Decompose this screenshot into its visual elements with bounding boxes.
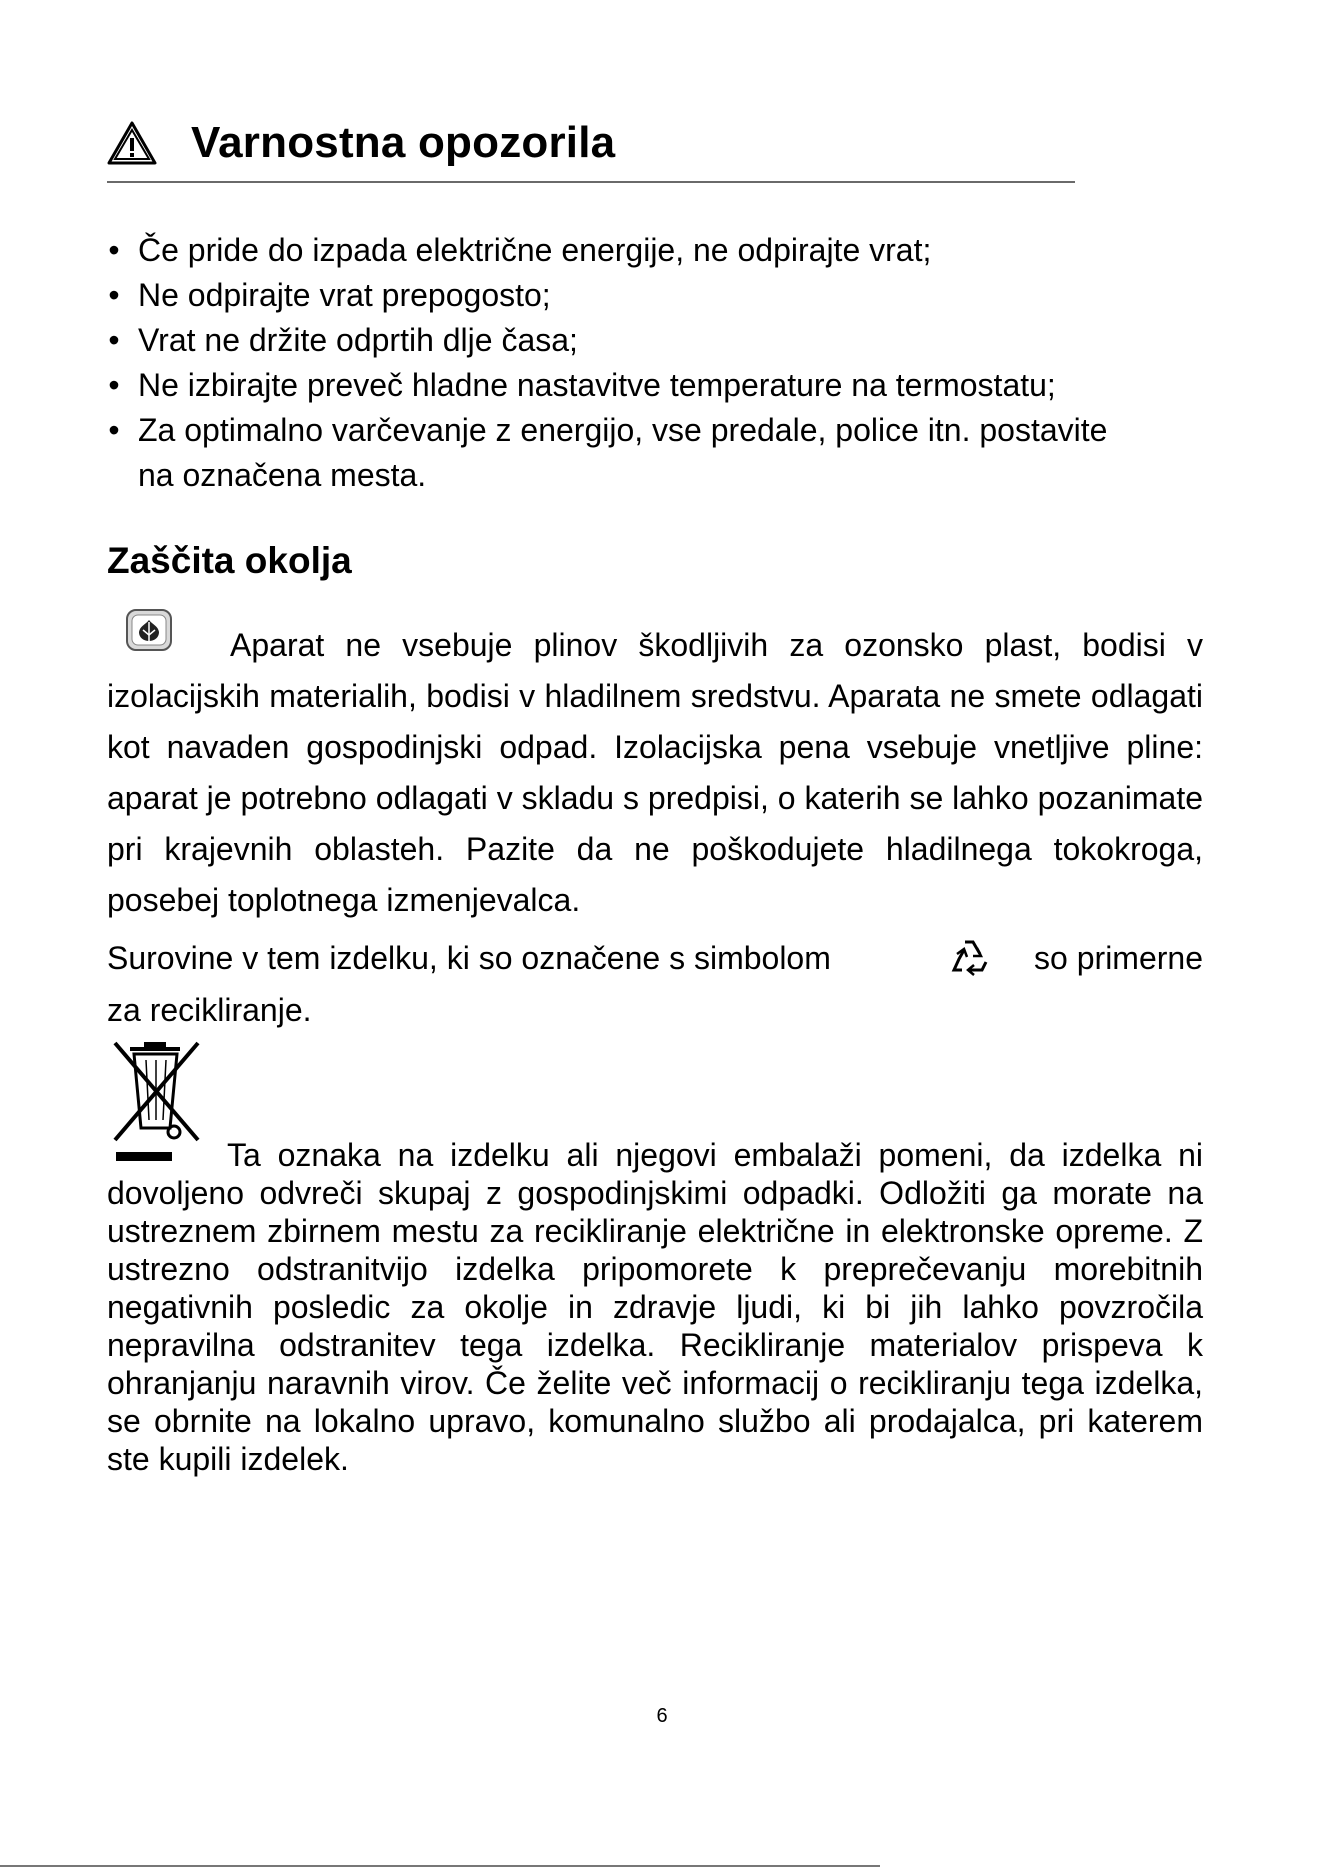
header xyxy=(107,118,1075,168)
weee-paragraph: Ta oznaka na izdelku ali njegovi embalaži pomeni, da izdelka ni dovoljeno odvreči skupaj z gospodinjskimi odpadki. Odložiti ga morate na ustreznem zbirnem mestu za recikliranje električne in elektronske opreme. Z ustrezno odstranitvijo izdelka pripomorete k preprečevanju morebitnih negativnih posledic za okolje in zdravje ljudi, ki bi jih lahko povzročila nepravilna odstranitev tega izdelka. Recikliranje materialov prispeva k ohranjanju naravnih virov. Če želite več informacij o recikliranju tega izdelka, se obrnite na lokalno upravo, komunalno službo ali prodajalca, pri katerem ste kupili izdelek. xyxy=(107,1137,1203,1477)
ozone-paragraph: Aparat ne vsebuje plinov škodljivih za ozonsko plast, bodisi v izolacijskih materialih, bodisi v hladilnem sredstvu. Aparata ne smete odlagati kot navaden gospodinjski odpad. Izolacijska pena vsebuje vnetljive pline: aparat je potrebno odlagati v skladu s predpisi, o katerih se lahko pozanimate pri krajevnih oblasteh. Pazite da ne poškodujete hladilnega tokokroga, posebej toplotnega izmenjevalca. xyxy=(107,627,1203,918)
recycle-text-end: so primerne xyxy=(1034,940,1203,976)
list-item: • Ne odpirajte vrat prepogosto; xyxy=(108,277,551,313)
title-divider xyxy=(107,181,1075,183)
list-item: • Za optimalno varčevanje z energijo, vse predale, police itn. postavite xyxy=(108,412,1108,448)
list-item-continuation: na označena mesta. xyxy=(138,457,427,493)
recycle-text: Surovine v tem izdelku, ki so označene s simbolom xyxy=(107,940,831,976)
bottom-divider xyxy=(0,1865,880,1867)
recycle-icon xyxy=(944,934,994,984)
page-number: 6 xyxy=(656,1705,668,1727)
list-item: • Če pride do izpada električne energije, ne odpirajte vrat; xyxy=(108,232,932,268)
safety-list xyxy=(104,228,1224,498)
section-title: Zaščita okolja xyxy=(107,540,352,581)
list-item: • Vrat ne držite odprtih dlje časa; xyxy=(108,322,578,358)
recycle-line xyxy=(107,936,1203,980)
warning-triangle-icon xyxy=(107,121,157,165)
recycle-text-continued: za recikliranje. xyxy=(107,992,312,1028)
list-item: • Ne izbirajte preveč hladne nastavitve temperature na termostatu; xyxy=(108,367,1056,403)
page-title: Varnostna opozorila xyxy=(191,118,616,167)
